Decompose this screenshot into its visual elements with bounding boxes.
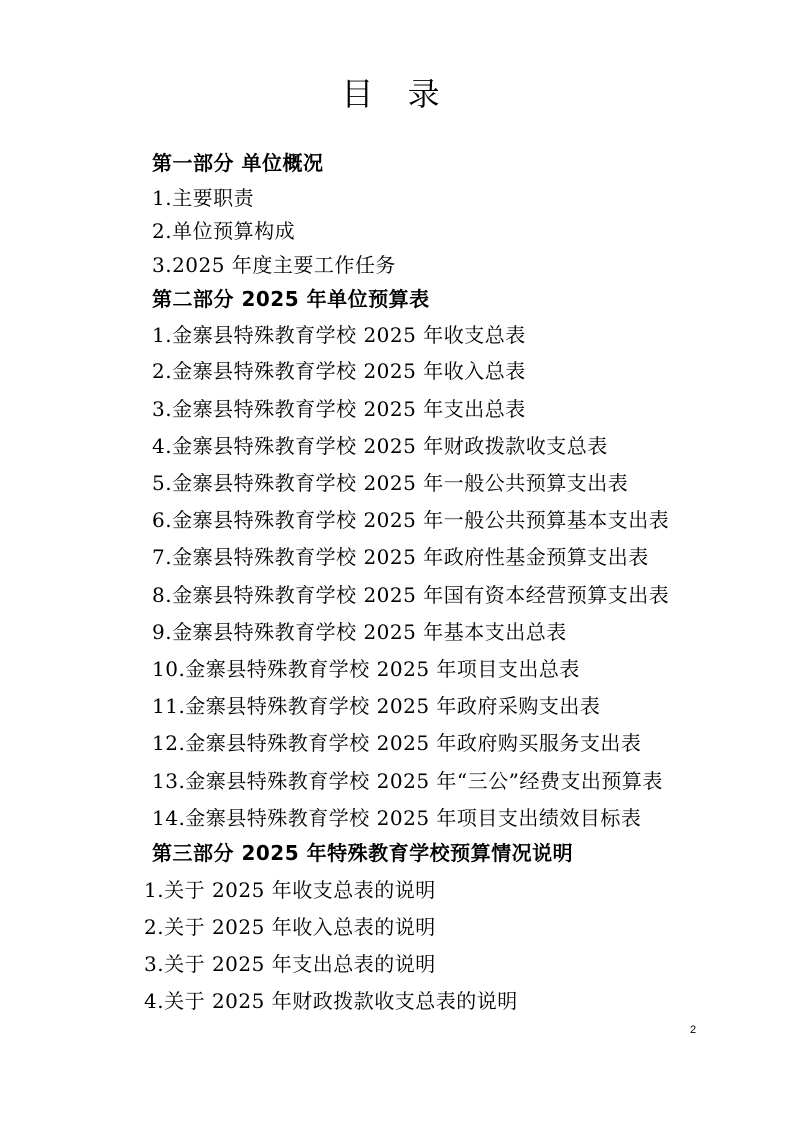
toc-item-part3-3[interactable]: 3.关于 2025 年支出总表的说明 <box>144 952 436 976</box>
toc-item-part2-6[interactable]: 6.金寨县特殊教育学校 2025 年一般公共预算基本支出表 <box>152 508 670 532</box>
toc-item-part2-13[interactable]: 13.金寨县特殊教育学校 2025 年“三公”经费支出预算表 <box>152 769 663 793</box>
page-number: 2 <box>690 1024 697 1036</box>
toc-item-part2-4[interactable]: 4.金寨县特殊教育学校 2025 年财政拨款收支总表 <box>152 434 608 458</box>
toc-item-part2-10[interactable]: 10.金寨县特殊教育学校 2025 年项目支出总表 <box>152 657 580 681</box>
toc-item-part1-2[interactable]: 2.单位预算构成 <box>152 219 296 243</box>
toc-item-part2-7[interactable]: 7.金寨县特殊教育学校 2025 年政府性基金预算支出表 <box>152 545 649 569</box>
toc-item-part3-1[interactable]: 1.关于 2025 年收支总表的说明 <box>144 878 436 902</box>
toc-part-heading-1[interactable]: 第一部分 单位概况 <box>152 151 324 175</box>
toc-part-heading-3[interactable]: 第三部分 2025 年特殊教育学校预算情况说明 <box>152 841 574 865</box>
toc-item-part3-2[interactable]: 2.关于 2025 年收入总表的说明 <box>144 915 436 939</box>
toc-item-part2-1[interactable]: 1.金寨县特殊教育学校 2025 年收支总表 <box>152 323 526 347</box>
toc-item-part3-4[interactable]: 4.关于 2025 年财政拨款收支总表的说明 <box>144 989 518 1013</box>
toc-item-part2-5[interactable]: 5.金寨县特殊教育学校 2025 年一般公共预算支出表 <box>152 471 629 495</box>
toc-item-part2-3[interactable]: 3.金寨县特殊教育学校 2025 年支出总表 <box>152 397 526 421</box>
toc-item-part2-8[interactable]: 8.金寨县特殊教育学校 2025 年国有资本经营预算支出表 <box>152 583 670 607</box>
toc-item-part2-11[interactable]: 11.金寨县特殊教育学校 2025 年政府采购支出表 <box>152 694 601 718</box>
toc-item-part1-3[interactable]: 3.2025 年度主要工作任务 <box>152 253 396 277</box>
toc-item-part2-2[interactable]: 2.金寨县特殊教育学校 2025 年收入总表 <box>152 359 526 383</box>
toc-item-part1-1[interactable]: 1.主要职责 <box>152 186 255 210</box>
toc-part-heading-2[interactable]: 第二部分 2025 年单位预算表 <box>152 287 430 311</box>
toc-item-part2-12[interactable]: 12.金寨县特殊教育学校 2025 年政府购买服务支出表 <box>152 731 642 755</box>
toc-item-part2-9[interactable]: 9.金寨县特殊教育学校 2025 年基本支出总表 <box>152 620 567 644</box>
toc-item-part2-14[interactable]: 14.金寨县特殊教育学校 2025 年项目支出绩效目标表 <box>152 806 642 830</box>
page-title: 目 录 <box>341 75 452 113</box>
